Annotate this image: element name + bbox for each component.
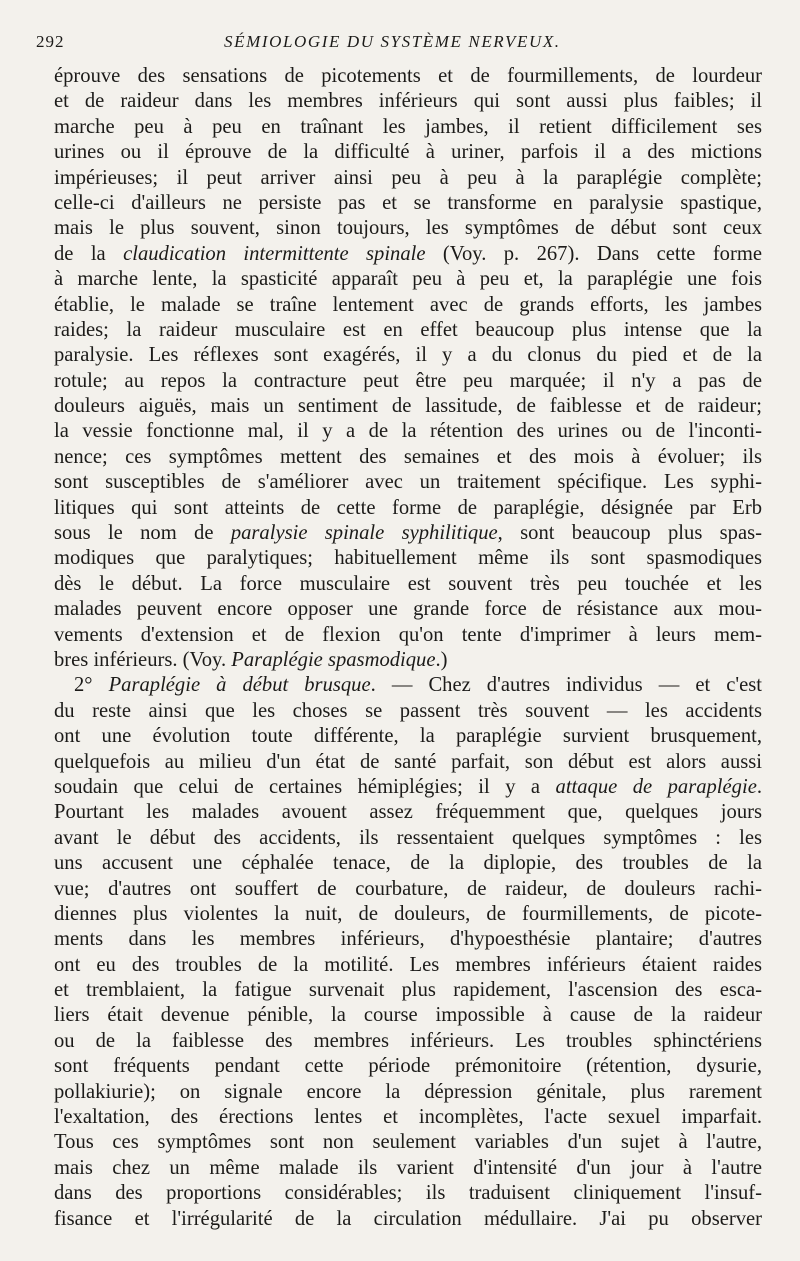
- body-text: [54, 64, 762, 1232]
- text-line: rotule; au repos la contracture peut être peu marquée; il n'y a pas de: [54, 369, 762, 392]
- text-line: uns accusent une céphalée tenace, de la diplopie, des troubles de la: [54, 852, 762, 875]
- text-line: mais chez un même malade ils varient d'intensité d'un jour à l'autre: [54, 1156, 762, 1179]
- text-line: litiques qui sont atteints de cette forme de paraplégie, désignée par Erb: [54, 496, 762, 519]
- text-line: Pourtant les malades avouent assez fréquemment que, quelques jours: [54, 801, 762, 824]
- text-line: paralysie. Les réflexes sont exagérés, il y a du clonus du pied et de la: [54, 344, 762, 367]
- text-line: [54, 242, 762, 267]
- text-line: raides; la raideur musculaire est en effet beaucoup plus intense que la: [54, 318, 762, 341]
- text-line: et tremblaient, la fatigue survenait plus rapidement, l'ascension des esca-: [54, 979, 762, 1002]
- text-line: diennes plus violentes la nuit, de douleurs, de fourmillements, de picote-: [54, 902, 762, 925]
- text-line: quelquefois au milieu d'un état de santé parfait, son début est alors aussi: [54, 750, 762, 773]
- text-line: Tous ces symptômes sont non seulement variables d'un sujet à l'autre,: [54, 1131, 762, 1154]
- text-line: éprouve des sensations de picotements et de fourmillements, de lourdeur: [54, 65, 762, 87]
- text-line: [54, 673, 762, 698]
- text-line: mais le plus souvent, sinon toujours, les symptômes de début sont ceux: [54, 217, 762, 240]
- text-line: [54, 648, 762, 673]
- italic-term: claudication intermittente spinale: [123, 242, 426, 265]
- text-line: avant le début des accidents, ils ressentaient quelques symptômes : les: [54, 826, 762, 849]
- text-line: [54, 521, 762, 546]
- paragraph-1: [54, 64, 762, 673]
- text-line: ont une évolution toute différente, la paraplégie survient brusquement,: [54, 725, 762, 748]
- text-line: établie, le malade se traîne lentement avec de grands efforts, les jambes: [54, 293, 762, 316]
- text-run: 2°: [74, 674, 109, 697]
- paragraph-2: [54, 673, 762, 1232]
- text-line: vue; d'autres ont souffert de courbature, de raideur, de douleurs rachi-: [54, 877, 762, 900]
- text-line: du reste ainsi que les choses se passent très souvent — les accidents: [54, 699, 762, 722]
- text-run: de la: [54, 242, 124, 265]
- italic-term: Paraplégie spasmodique: [231, 648, 436, 671]
- text-run: sous le nom de: [54, 522, 231, 545]
- text-line: nence; ces symptômes mettent des semaines et des mois à évoluer; ils: [54, 445, 762, 468]
- text-line: douleurs aiguës, mais un sentiment de lassitude, de faiblesse et de raideur;: [54, 395, 762, 418]
- running-title: SÉMIOLOGIE DU SYSTÈME NERVEUX.: [224, 32, 561, 51]
- running-head: [36, 32, 762, 52]
- text-line: celle-ci d'ailleurs ne persiste pas et se transforme en paralysie spastique,: [54, 191, 762, 214]
- text-line: et de raideur dans les membres inférieurs qui sont aussi plus faibles; il: [54, 90, 762, 113]
- text-line: urines ou il éprouve de la difficulté à uriner, parfois il a des mictions: [54, 141, 762, 164]
- text-line: pollakiurie); on signale encore la dépression génitale, plus rarement: [54, 1080, 762, 1103]
- text-line: [54, 775, 762, 800]
- text-line: impérieuses; il peut arriver ainsi peu à peu à la paraplégie complète;: [54, 166, 762, 189]
- text-run: . — Chez d'autres individus — et c'est: [370, 674, 762, 697]
- section-heading: Paraplégie à début brusque: [108, 674, 371, 697]
- text-line: vements d'extension et de flexion qu'on tente d'imprimer à leurs mem-: [54, 623, 762, 646]
- text-line: malades peuvent encore opposer une grande force de résistance aux mou-: [54, 598, 762, 621]
- text-run: (Voy. p. 267). Dans cette forme: [425, 242, 762, 265]
- text-line: l'exaltation, des érections lentes et incomplètes, l'acte sexuel imparfait.: [54, 1106, 762, 1129]
- text-line: liers était devenue pénible, la course impossible à cause de la raideur: [54, 1004, 762, 1027]
- text-line: dans des proportions considérables; ils traduisent cliniquement l'insuf-: [54, 1182, 762, 1205]
- page-number: 292: [36, 32, 65, 51]
- text-line: modiques que paralytiques; habituellement même ils sont spasmodiques: [54, 547, 762, 570]
- text-line: fisance et l'irrégularité de la circulation médullaire. J'ai pu observer: [54, 1207, 762, 1230]
- text-line: ou de la faiblesse des membres inférieurs. Les troubles sphinctériens: [54, 1029, 762, 1052]
- italic-term: paralysie spinale syphilitique: [230, 522, 498, 545]
- text-line: à marche lente, la spasticité apparaît peu à peu et, la paraplégie une fois: [54, 268, 762, 291]
- text-run: .): [435, 648, 448, 671]
- text-line: la vessie fonctionne mal, il y a de la rétention des urines ou de l'inconti-: [54, 420, 762, 443]
- text-run: bres inférieurs. (Voy.: [54, 648, 232, 671]
- text-line: ont eu des troubles de la motilité. Les membres inférieurs étaient raides: [54, 953, 762, 976]
- text-line: sont fréquents pendant cette période prémonitoire (rétention, dysurie,: [54, 1055, 762, 1078]
- italic-term: attaque de paraplégie: [555, 775, 757, 798]
- text-line: sont susceptibles de s'améliorer avec un traitement spécifique. Les syphi-: [54, 471, 762, 494]
- text-run: soudain que celui de certaines hémiplégies; il y a: [54, 775, 556, 798]
- text-line: dès le début. La force musculaire est souvent très peu touchée et les: [54, 572, 762, 595]
- text-line: ments dans les membres inférieurs, d'hypoesthésie plantaire; d'autres: [54, 928, 762, 951]
- text-line: marche peu à peu en traînant les jambes, il retient difficilement ses: [54, 115, 762, 138]
- text-run: , sont beaucoup plus spas-: [497, 522, 762, 545]
- text-run: .: [756, 775, 762, 798]
